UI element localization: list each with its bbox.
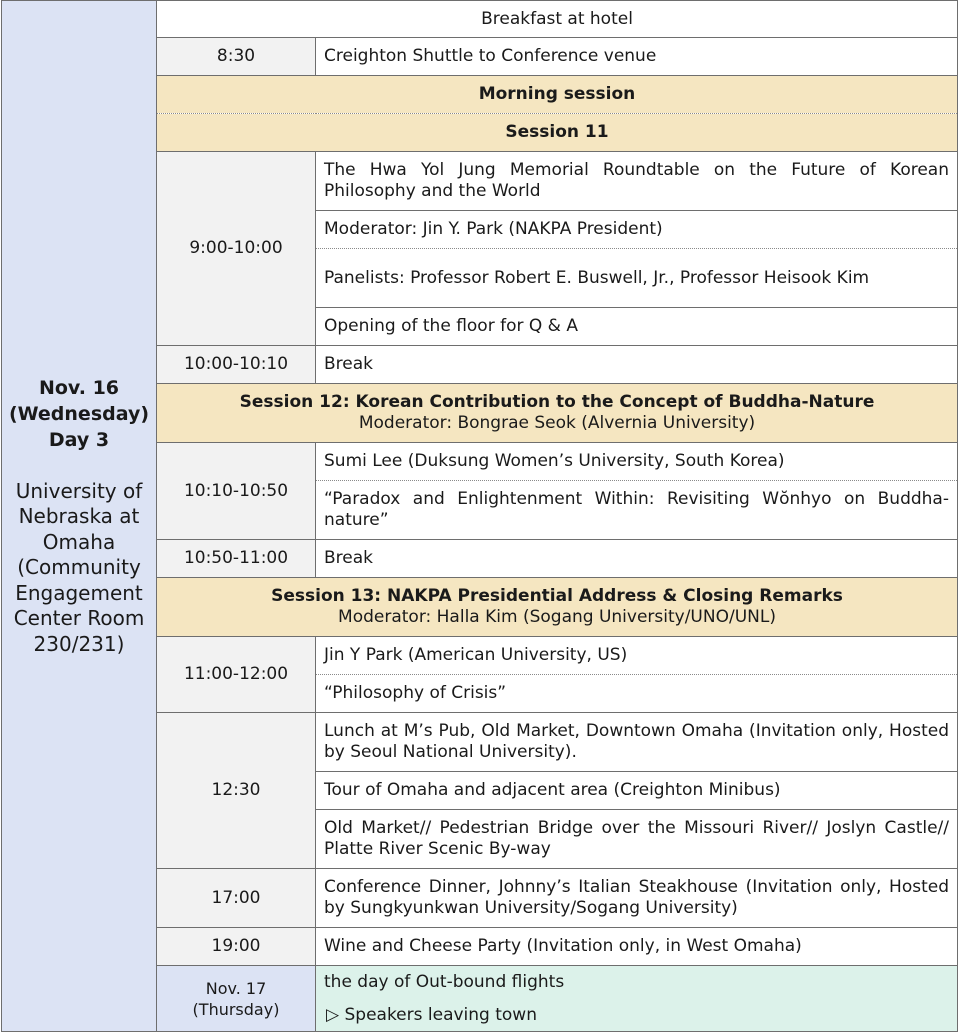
- dinner-cell: Conference Dinner, Johnny’s Italian Steakhouse (Invitation only, Hosted by Sungkyunkwan University/Sogang University): [316, 869, 958, 928]
- time-cell: 10:00-10:10: [157, 346, 316, 384]
- day-4-cell: [157, 966, 316, 1032]
- tour-cell: Tour of Omaha and adjacent area (Creighton Minibus): [316, 772, 958, 810]
- paper-cell: “Paradox and Enlightenment Within: Revisiting Wŏnhyo on Buddha-nature”: [316, 481, 958, 540]
- time-cell: 12:30: [157, 713, 316, 869]
- day-date: Nov. 16: [38, 376, 120, 399]
- day-cell: [2, 1, 157, 1032]
- time-cell: 9:00-10:00: [157, 152, 316, 346]
- session-12-title: Session 12: Korean Contribution to the Concept of Buddha-Nature: [239, 392, 875, 412]
- party-cell: Wine and Cheese Party (Invitation only, in West Omaha): [316, 928, 958, 966]
- table-row: [2, 1, 958, 38]
- roundtable-cell: The Hwa Yol Jung Memorial Roundtable on the Future of Korean Philosophy and the World: [316, 152, 958, 211]
- day-weekday: (Wednesday): [8, 402, 150, 425]
- day-4-date: Nov. 17: [205, 978, 267, 998]
- departure-note: [324, 1005, 949, 1026]
- morning-session-header: Morning session: [157, 76, 958, 114]
- lunch-cell: Lunch at M’s Pub, Old Market, Downtown Omaha (Invitation only, Hosted by Seoul National University).: [316, 713, 958, 772]
- moderator-cell: Moderator: Jin Y. Park (NAKPA President): [316, 211, 958, 249]
- venue: University of Nebraska at Omaha (Community Engagement Center Room 230/231): [13, 478, 145, 656]
- session-12-moderator: Moderator: Bongrae Seok (Alvernia University): [358, 413, 756, 433]
- schedule-table: [1, 0, 958, 1032]
- floor-cell: Opening of the floor for Q & A: [316, 308, 958, 346]
- shuttle-cell: Creighton Shuttle to Conference venue: [316, 38, 958, 76]
- session-11-header: Session 11: [157, 114, 958, 152]
- session-13-header: [157, 578, 958, 637]
- break-cell: Break: [316, 540, 958, 578]
- time-cell: 10:10-10:50: [157, 443, 316, 540]
- day-4-weekday: (Thursday): [192, 999, 280, 1019]
- tour-stops-cell: Old Market// Pedestrian Bridge over the Missouri River// Joslyn Castle// Platte River Scenic By-way: [316, 810, 958, 869]
- time-cell: 8:30: [157, 38, 316, 76]
- time-cell: 17:00: [157, 869, 316, 928]
- time-cell: 11:00-12:00: [157, 637, 316, 713]
- day-number: Day 3: [48, 428, 110, 451]
- departure-note-text: Speakers leaving town: [344, 1004, 537, 1025]
- session-13-moderator: Moderator: Halla Kim (Sogang University/UNO/UNL): [338, 607, 776, 627]
- paper-cell: “Philosophy of Crisis”: [316, 675, 958, 713]
- departure-title: the day of Out-bound flights: [324, 971, 565, 992]
- speaker-cell: Jin Y Park (American University, US): [316, 637, 958, 675]
- breakfast-cell: Breakfast at hotel: [157, 1, 958, 38]
- speaker-cell: Sumi Lee (Duksung Women’s University, South Korea): [316, 443, 958, 481]
- session-13-title: Session 13: NAKPA Presidential Address & Closing Remarks: [271, 586, 843, 606]
- session-12-header: [157, 384, 958, 443]
- time-cell: 19:00: [157, 928, 316, 966]
- panelists-cell: Panelists: Professor Robert E. Buswell, Jr., Professor Heisook Kim: [316, 249, 958, 308]
- triangle-right-icon: ▷: [326, 1004, 340, 1025]
- departure-cell: [316, 966, 958, 1032]
- break-cell: Break: [316, 346, 958, 384]
- time-cell: 10:50-11:00: [157, 540, 316, 578]
